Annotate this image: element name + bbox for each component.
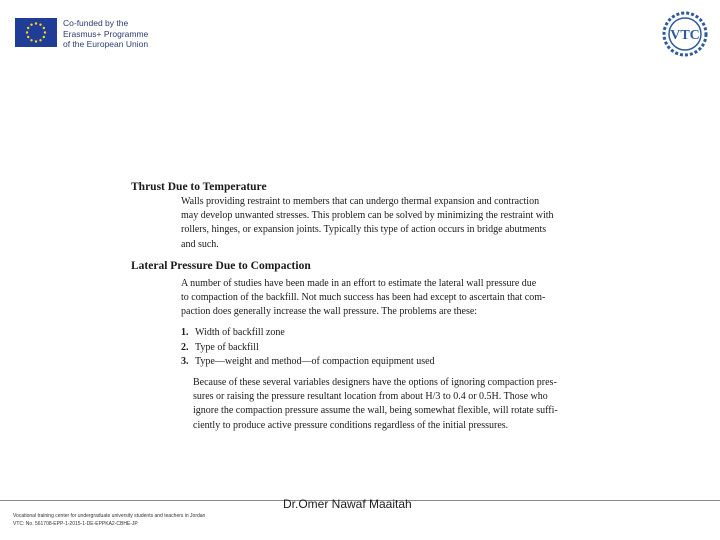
eu-star-icon	[44, 31, 46, 33]
eu-logo	[15, 18, 148, 50]
footer-line-2: VTC: No. 561708-EPP-1-2015-1-DE-EPPKA2-CBHE-JP	[13, 521, 138, 527]
list-item	[181, 355, 435, 370]
eu-text-line-3: of the European Union	[63, 39, 149, 49]
problem-list	[181, 326, 435, 370]
footer-info	[13, 512, 205, 528]
paragraph-line: and such.	[181, 238, 219, 250]
heading-lateral-pressure: Lateral Pressure Due to Compaction	[131, 260, 311, 272]
list-item	[181, 341, 435, 356]
eu-star-icon	[43, 36, 45, 38]
paragraph-line: to compaction of the backfill. Not much success has been had except to ascertain that com-	[181, 292, 546, 304]
eu-star-icon	[30, 24, 32, 26]
list-item	[181, 326, 435, 341]
paragraph-line: A number of studies have been made in an effort to estimate the lateral wall pressure due	[181, 278, 537, 289]
eu-star-icon	[43, 27, 45, 29]
paragraph-thrust	[181, 195, 587, 252]
eu-flag-icon	[15, 18, 57, 47]
eu-funding-text	[63, 18, 148, 50]
eu-star-icon	[27, 27, 29, 29]
eu-text-line-2: Erasmus+ Programme	[63, 28, 149, 39]
list-item-text: Width of backfill zone	[195, 327, 285, 338]
eu-star-icon	[26, 31, 28, 33]
footer-line-1: Vocational training center for undergraduate university students and teachers in Jordan	[13, 513, 206, 519]
vtc-logo-text: VTC	[670, 28, 700, 43]
eu-text-line-1: Co-funded by the	[63, 18, 129, 28]
paragraph-line: rollers, hinges, or expansion joints. Typically this type of action occurs in bridge abutments	[181, 224, 547, 236]
eu-star-icon	[39, 39, 41, 41]
list-item-number: 3.	[181, 356, 189, 367]
paragraph-line: paction does generally increase the wall pressure. The problems are these:	[181, 306, 478, 318]
paragraph-line: ignore the compaction pressure assume the wall, being somewhat flexible, will rotate suffi-	[193, 405, 558, 417]
paragraph-line: ciently to produce active pressure conditions regardless of the initial pressures.	[193, 419, 509, 431]
eu-star-icon	[35, 40, 37, 42]
paragraph-line: Because of these several variables designers have the options of ignoring compaction pres-	[193, 377, 557, 388]
paragraph-closing	[181, 376, 587, 433]
eu-star-icon	[27, 36, 29, 38]
footer-author: Dr.Omer Nawaf Maaitah	[283, 497, 412, 511]
paragraph-line: may develop unwanted stresses. This problem can be solved by minimizing the restraint with	[181, 210, 554, 222]
list-item-number: 2.	[181, 341, 189, 353]
list-item-text: Type—weight and method—of compaction equipment used	[195, 356, 435, 367]
paragraph-line: sures or raising the pressure resultant location from about H/3 to 0.4 or 0.5H. Those who	[193, 391, 548, 403]
vtc-logo-icon	[658, 10, 712, 58]
eu-star-icon	[35, 22, 37, 24]
eu-star-icon	[30, 39, 32, 41]
heading-thrust-temperature: Thrust Due to Temperature	[131, 181, 267, 193]
eu-star-icon	[39, 24, 41, 26]
list-item-number: 1.	[181, 327, 189, 338]
list-item-text: Type of backfill	[195, 341, 259, 353]
paragraph-line: Walls providing restraint to members that can undergo thermal expansion and contraction	[181, 196, 540, 207]
paragraph-lateral	[181, 277, 587, 320]
